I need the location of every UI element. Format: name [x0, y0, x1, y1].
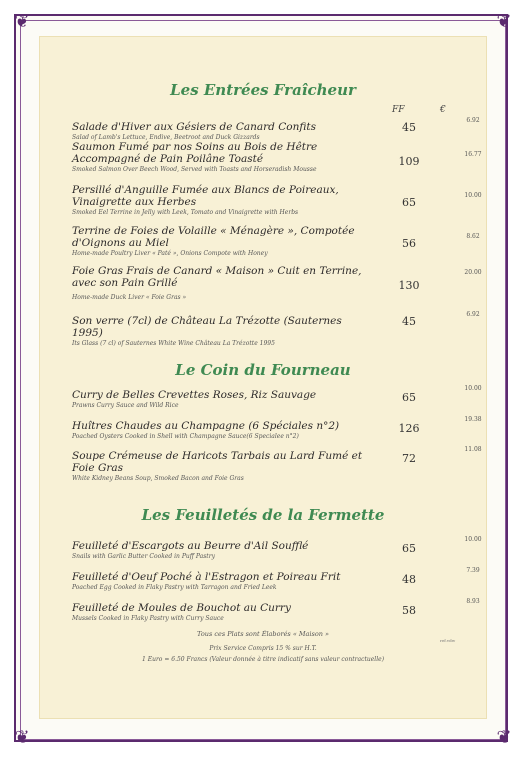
- item-price-eur: 8.93: [466, 598, 480, 605]
- column-header-ff: FF: [392, 105, 405, 115]
- section-title-feuilletes: Les Feuilletés de la Fermette: [141, 506, 385, 524]
- item-price-eur: 6.92: [466, 117, 480, 124]
- item-description: Home-made Duck Liver « Foie Gras »: [72, 294, 187, 301]
- section-title-entrees: Les Entrées Fraîcheur: [170, 81, 356, 99]
- item-name: Persillé d'Anguille Fumée aux Blancs de Poireaux, Vinaigrette aux Herbes: [72, 184, 339, 208]
- item-price-eur: 10.00: [464, 536, 482, 543]
- menu-item: [72, 416, 482, 441]
- menu-item: [72, 225, 482, 258]
- item-description: Its Glass (7 cl) of Sauternes White Wine Château La Trézotte 1995: [72, 340, 275, 347]
- menu-item: [72, 567, 482, 592]
- item-description: Snails with Garlic Butter Cooked in Puff Pastry: [72, 553, 215, 560]
- menu-item: [72, 265, 482, 302]
- corner-ornament-bottom-left: ❦: [14, 727, 30, 748]
- item-price-ff: 65: [402, 542, 416, 555]
- item-name: Soupe Crémeuse de Haricots Tarbais au Lard Fumé et Foie Gras: [72, 450, 363, 474]
- item-name: Feuilleté d'Escargots au Beurre d'Ail Soufflé: [72, 540, 309, 552]
- item-price-eur: 8.62: [466, 233, 480, 240]
- footer-service: Prix Service Compris 15 % sur H.T.: [209, 645, 317, 652]
- item-description: Poached Oysters Cooked in Shell with Champagne Sauce(6 Specialee n°2): [72, 433, 299, 440]
- item-price-eur: 6.92: [466, 311, 480, 318]
- footer-exchange-rate: 1 Euro = 6.50 Francs (Valeur donnée à titre indicatif sans valeur contractuelle): [141, 656, 385, 663]
- item-name: Saumon Fumé par nos Soins au Bois de Hêtre Accompagné de Pain Poilâne Toasté: [72, 141, 318, 165]
- item-price-eur: 20.00: [464, 269, 482, 276]
- item-price-ff: 56: [402, 237, 416, 250]
- menu-item: [72, 385, 482, 410]
- item-name: Foie Gras Frais de Canard « Maison » Cuit en Terrine, avec son Pain Grillé: [72, 265, 362, 289]
- menu-item: [72, 536, 482, 561]
- item-name: Terrine de Foies de Volaille « Ménagère », Compotée d'Oignons au Miel: [72, 225, 355, 249]
- item-name: Feuilleté de Moules de Bouchot au Curry: [72, 602, 291, 614]
- menu-item: [72, 446, 482, 483]
- menu-item: [72, 184, 482, 217]
- item-price-eur: 16.77: [464, 151, 482, 158]
- item-name: Curry de Belles Crevettes Roses, Riz Sauvage: [72, 389, 317, 401]
- item-price-eur: 11.08: [464, 446, 482, 453]
- item-price-eur: 19.38: [464, 416, 482, 423]
- menu-item: [72, 311, 482, 348]
- item-description: Smoked Eel Terrine in Jelly with Leek, Tomato and Vinaigrette with Herbs: [72, 209, 299, 216]
- item-price-ff: 48: [402, 573, 416, 586]
- menu-page: [40, 37, 486, 718]
- corner-ornament-top-left: ❦: [14, 11, 30, 32]
- footer-reference: ref.vdw: [440, 638, 456, 643]
- item-description: Poached Egg Cooked in Flaky Pastry with Tarragon and Fried Leek: [72, 584, 277, 591]
- item-price-ff: 58: [402, 604, 416, 617]
- item-description: Salad of Lamb's Lettuce, Endive, Beetroot and Duck Gizzards: [72, 134, 260, 141]
- menu-item: [72, 141, 482, 174]
- item-price-ff: 109: [398, 155, 420, 168]
- footer-homemade: Tous ces Plats sont Élaborés « Maison »: [197, 630, 329, 638]
- item-description: Mussels Cooked in Flaky Pastry with Curry Sauce: [72, 615, 224, 622]
- column-header-eur: €: [440, 105, 446, 115]
- corner-ornament-top-right: ❦: [496, 11, 512, 32]
- item-name: Feuilleté d'Oeuf Poché à l'Estragon et Poireau Frit: [72, 571, 341, 583]
- item-price-eur: 10.00: [464, 385, 482, 392]
- item-description: Smoked Salmon Over Beech Wood, Served with Toasts and Horseradish Mousse: [72, 166, 317, 173]
- menu-item: [72, 117, 482, 142]
- item-price-ff: 65: [402, 391, 416, 404]
- item-price-ff: 65: [402, 196, 416, 209]
- item-name: Huîtres Chaudes au Champagne (6 Spéciales n°2): [72, 420, 340, 432]
- item-price-eur: 7.39: [466, 567, 480, 574]
- item-description: White Kidney Beans Soup, Smoked Bacon and Foie Gras: [72, 475, 244, 482]
- corner-ornament-bottom-right: ❦: [496, 727, 512, 748]
- item-price-ff: 126: [398, 422, 420, 435]
- item-name: Salade d'Hiver aux Gésiers de Canard Confits: [72, 121, 316, 133]
- item-price-eur: 10.00: [464, 192, 482, 199]
- item-description: Home-made Poultry Liver « Paté », Onions Compote with Honey: [72, 250, 268, 257]
- item-price-ff: 130: [398, 279, 420, 292]
- item-price-ff: 45: [402, 121, 416, 134]
- item-name: Son verre (7cl) de Château La Trézotte (Sauternes 1995): [72, 315, 342, 339]
- section-title-fourneau: Le Coin du Fourneau: [175, 361, 351, 379]
- item-price-ff: 45: [402, 315, 416, 328]
- item-description: Prawns Curry Sauce and Wild Rice: [72, 402, 179, 409]
- menu-item: [72, 598, 482, 623]
- item-price-ff: 72: [402, 452, 416, 465]
